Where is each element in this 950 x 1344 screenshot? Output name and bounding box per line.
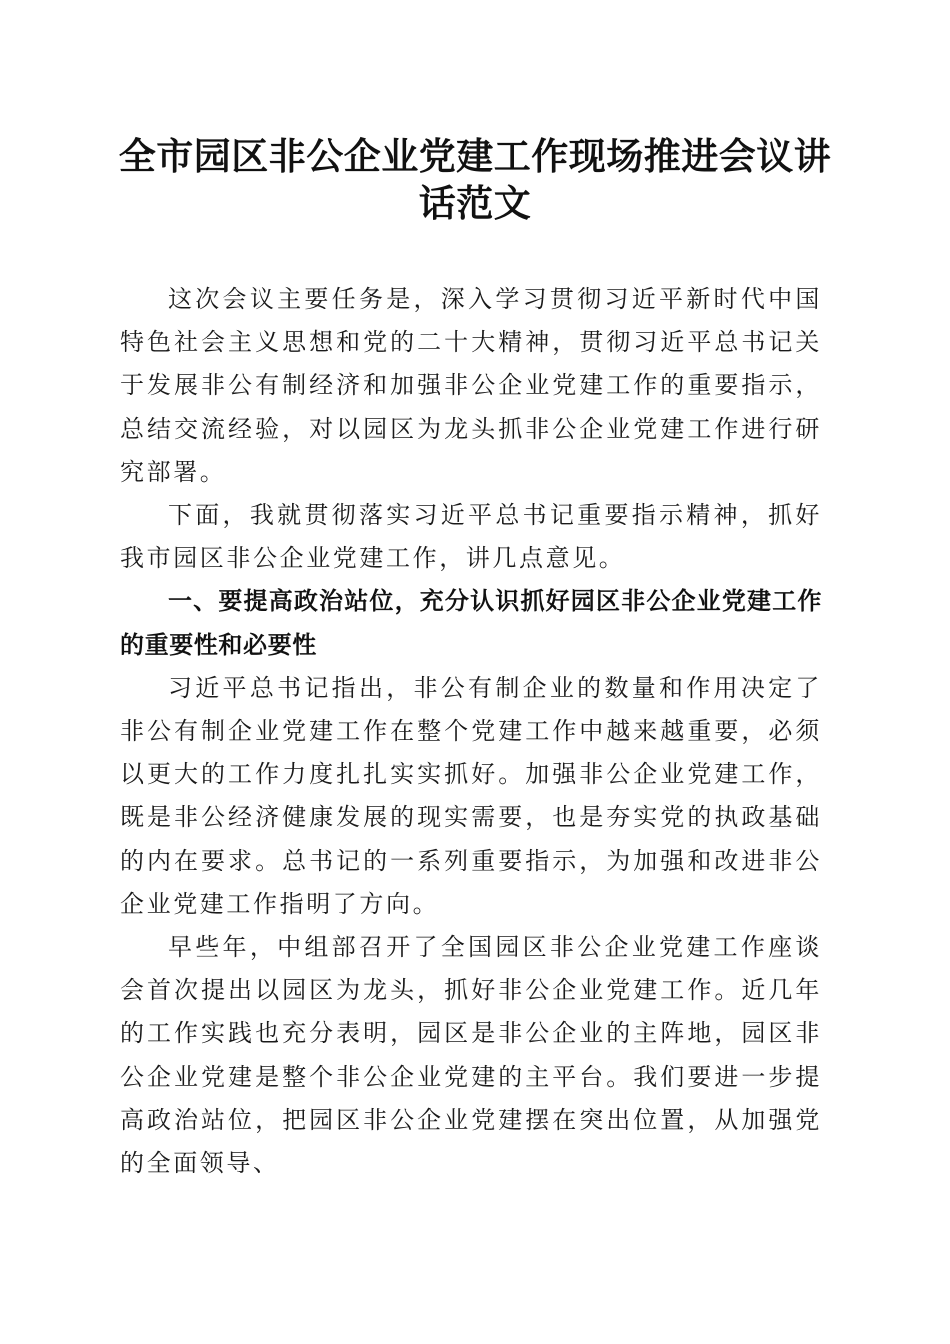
section-heading-1: 一、要提高政治站位，充分认识抓好园区非公企业党建工作的重要性和必要性 [120,587,822,659]
document-body [120,278,822,1185]
paragraph-intro: 这次会议主要任务是，深入学习贯彻习近平新时代中国特色社会主义思想和党的二十大精神，贯彻习近平总书记关于发展非公有制经济和加强非公企业党建工作的重要指示，总结交流经验，对以园区为龙头抓非公企业党建工作进行研究部署。 [120,285,822,486]
document-title: 全市园区非公企业党建工作现场推进会议讲话范文 [118,134,832,225]
paragraph-outline: 下面，我就贯彻落实习近平总书记重要指示精神，抓好我市园区非公企业党建工作，讲几点意见。 [120,501,822,573]
paragraph-section-1-a: 习近平总书记指出，非公有制企业的数量和作用决定了非公有制企业党建工作在整个党建工作中越来越重要，必须以更大的工作力度扎扎实实抓好。加强非公企业党建工作，既是非公经济健康发展的现实需要，也是夯实党的执政基础的内在要求。总书记的一系列重要指示，为加强和改进非公企业党建工作指明了方向。 [120,673,822,918]
paragraph-section-1-b: 早些年，中组部召开了全国园区非公企业党建工作座谈会首次提出以园区为龙头，抓好非公企业党建工作。近几年的工作实践也充分表明，园区是非公企业的主阵地，园区非公企业党建是整个非公企业党建的主平台。我们要进一步提高政治站位，把园区非公企业党建摆在突出位置，从加强党的全面领导、 [120,933,822,1178]
